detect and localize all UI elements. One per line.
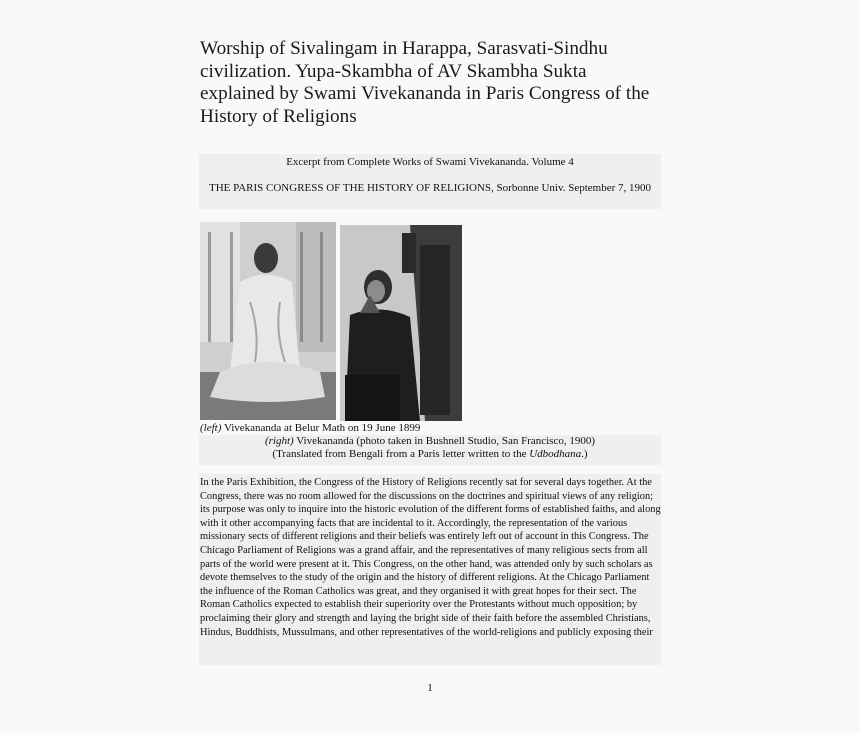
photo-right xyxy=(340,225,462,421)
translation-prefix: (Translated from Bengali from a Paris letter written to the xyxy=(272,448,530,460)
document-title: Worship of Sivalingam in Harappa, Sarasvati-Sindhu civilization. Yupa-Skambha of AV Skambha Sukta explained by Swami Vivekananda in Paris Congress of the History of Religions xyxy=(200,38,650,127)
caption-left xyxy=(200,422,420,435)
excerpt-source: Excerpt from Complete Works of Swami Vivekananda. Volume 4 xyxy=(286,156,574,168)
translation-suffix: .) xyxy=(581,448,588,460)
photo-left-image xyxy=(200,222,336,420)
photo-right-image xyxy=(340,225,462,421)
photo-left xyxy=(200,222,336,420)
excerpt-header xyxy=(199,154,661,209)
caption-right-tag: (right) xyxy=(264,435,294,447)
caption-block xyxy=(199,435,661,465)
caption-left-tag: (left) xyxy=(200,422,222,434)
caption-right xyxy=(199,435,661,448)
translation-note xyxy=(199,448,661,461)
caption-right-text: Vivekananda (photo taken in Bushnell Studio, San Francisco, 1900) xyxy=(293,435,596,447)
body-paragraph: In the Paris Exhibition, the Congress of the History of Religions recently sat for several days together. At the Congress, there was no room allowed for the discussions on the doctrines and spiritual views of any religion; its purpose was only to inquire into the historic evolution of the different forms of established faiths, and along with it other accompanying facts that are incidental to it. Accordingly, the representation of the various missionary sects of different religions and their beliefs was entirely left out of account in this Congress. The Chicago Parliament of Religions was a grand affair, and the representatives of many religious sects from all parts of the world were present at it. This Congress, on the other hand, was attended only by such scholars as devote themselves to the study of the origin and the history of different religions. At the Chicago Parliament the influence of the Roman Catholics was great, and they organised it with great hopes for their sect. The Roman Catholics expected to establish their superiority over the Protestants without much opposition; by proclaiming their glory and strength and laying the bright side of their faith before the assembled Christians, Hindus, Buddhists, Mussulmans, and other representatives of the world-religions and publicly exposing their xyxy=(199,474,661,665)
caption-left-text: Vivekananda at Belur Math on 19 June 1899 xyxy=(221,422,421,434)
excerpt-event: THE PARIS CONGRESS OF THE HISTORY OF RELIGIONS, Sorbonne Univ. September 7, 1900 xyxy=(208,182,652,194)
page-number: 1 xyxy=(427,682,433,694)
translation-source: Udbodhana xyxy=(529,448,582,460)
